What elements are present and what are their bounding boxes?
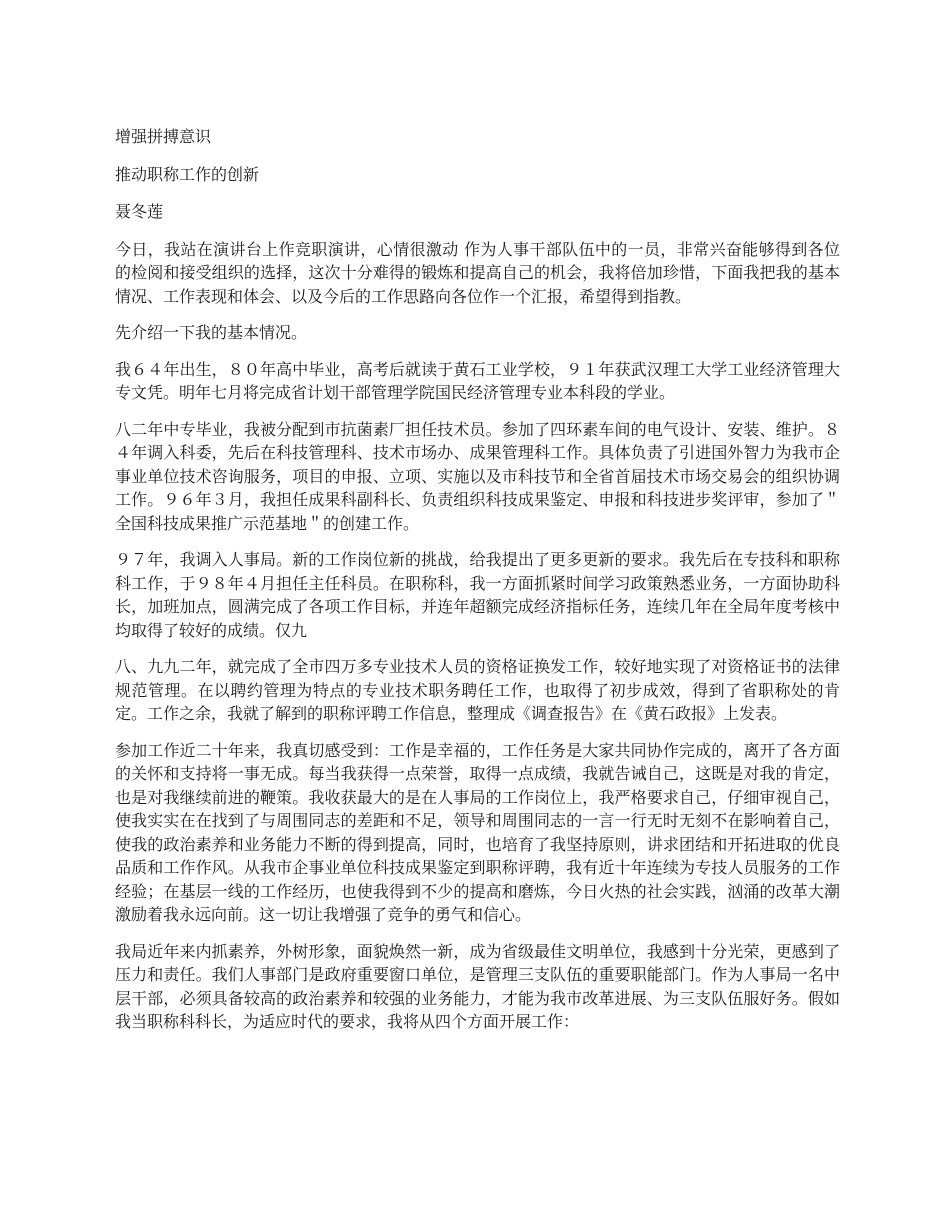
paragraph-personnel-bureau: ９７年，我调入人事局。新的工作岗位新的挑战，给我提出了更多更新的要求。我先后在专技科和职称科工作，于９８年４月担任主任科员。在职称科，我一方面抓紧时间学习政策熟悉业务，一方面协助科长，加班加点，圆满完成了各项工作目标，并连年超额完成经济指标任务，连续几年在全局年度考核中均取得了较好的成绩。仅九 — [115, 550, 840, 640]
paragraph-reflection: 参加工作近二十年来，我真切感受到：工作是幸福的，工作任务是大家共同协作完成的，离开了各方面的关怀和支持将一事无成。每当我获得一点荣誉，取得一点成绩，我就告诫自己，这既是对我的肯定，也是对我继续前进的鞭策。我收获最大的是在人事局的工作岗位上，我严格要求自己，仔细审视自己，使我实实在在找到了与周围同志的差距和不足，领导和周围同志的一言一行无时无刻不在影响着自己，使我的政治素养和业务能力不断的得到提高，同时，也培育了我坚持原则，讲求团结和开拓进取的优良品质和工作作风。从我市企事业单位科技成果鉴定到职称评聘，我有近十年连续为专技人员服务的工作经验；在基层一线的工作经历，也使我得到不少的提高和磨炼，今日火热的社会实践，汹涌的改革大潮激励着我永远向前。这一切让我增强了竞争的勇气和信心。 — [115, 740, 840, 924]
title-line-1: 增强拼搏意识 — [115, 127, 212, 146]
paragraph-plan: 我局近年来内抓素养，外树形象，面貌焕然一新，成为省级最佳文明单位，我感到十分光荣，更感到了压力和责任。我们人事部门是政府重要窗口单位，是管理三支队伍的重要职能部门。作为人事局一名中层干部，必须具备较高的政治素养和较强的业务能力，才能为我市改革进展、为三支队伍服好务。假如我当职称科科长，为适应时代的要求，我将从四个方面开展工作： — [115, 941, 840, 1031]
paragraph-early-career: 八二年中专毕业，我被分配到市抗菌素厂担任技术员。参加了四环素车间的电气设计、安装、维护。８４年调入科委，先后在科技管理科、技术市场办、成果管理科工作。具体负责了引进国外智力为我市企事业单位技术咨询服务，项目的申报、立项、实施以及市科技节和全省首届技术市场交易会的组织协调工作。９６年３月，我担任成果科副科长、负责组织科技成果鉴定、申报和科技进步奖评审，参加了＂全国科技成果推广示范基地＂的创建工作。 — [115, 419, 840, 533]
paragraph-intro: 今日，我站在演讲台上作竞职演讲，心情很激动 作为人事干部队伍中的一员，非常兴奋能够得到各位的检阅和接受组织的选择，这次十分难得的锻炼和提高自己的机会，我将倍加珍惜，下面我把我的基本情况、工作表现和体会、以及今后的工作思路向各位作一个汇报，希望得到指教。 — [115, 239, 840, 306]
paragraph-achievements: 八、九九二年，就完成了全市四万多专业技术人员的资格证换发工作，较好地实现了对资格证书的法律规范管理。在以聘约管理为特点的专业技术职务聘任工作，也取得了初步成效，得到了省职称处的肯定。工作之余，我就了解到的职称评聘工作信息，整理成《调查报告》在《黄石政报》上发表。 — [115, 657, 840, 723]
author-name: 聂冬莲 — [115, 202, 164, 221]
paragraph-education: 我６４年出生，８０年高中毕业，高考后就读于黄石工业学校，９１年获武汉理工大学工业经济管理大专文凭。明年七月将完成省计划干部管理学院国民经济管理专业本科段的学业。 — [115, 359, 840, 402]
title-line-2: 推动职称工作的创新 — [115, 164, 260, 184]
document-page — [115, 125, 840, 1047]
paragraph-basic-info-lead: 先介绍一下我的基本情况。 — [115, 323, 308, 342]
